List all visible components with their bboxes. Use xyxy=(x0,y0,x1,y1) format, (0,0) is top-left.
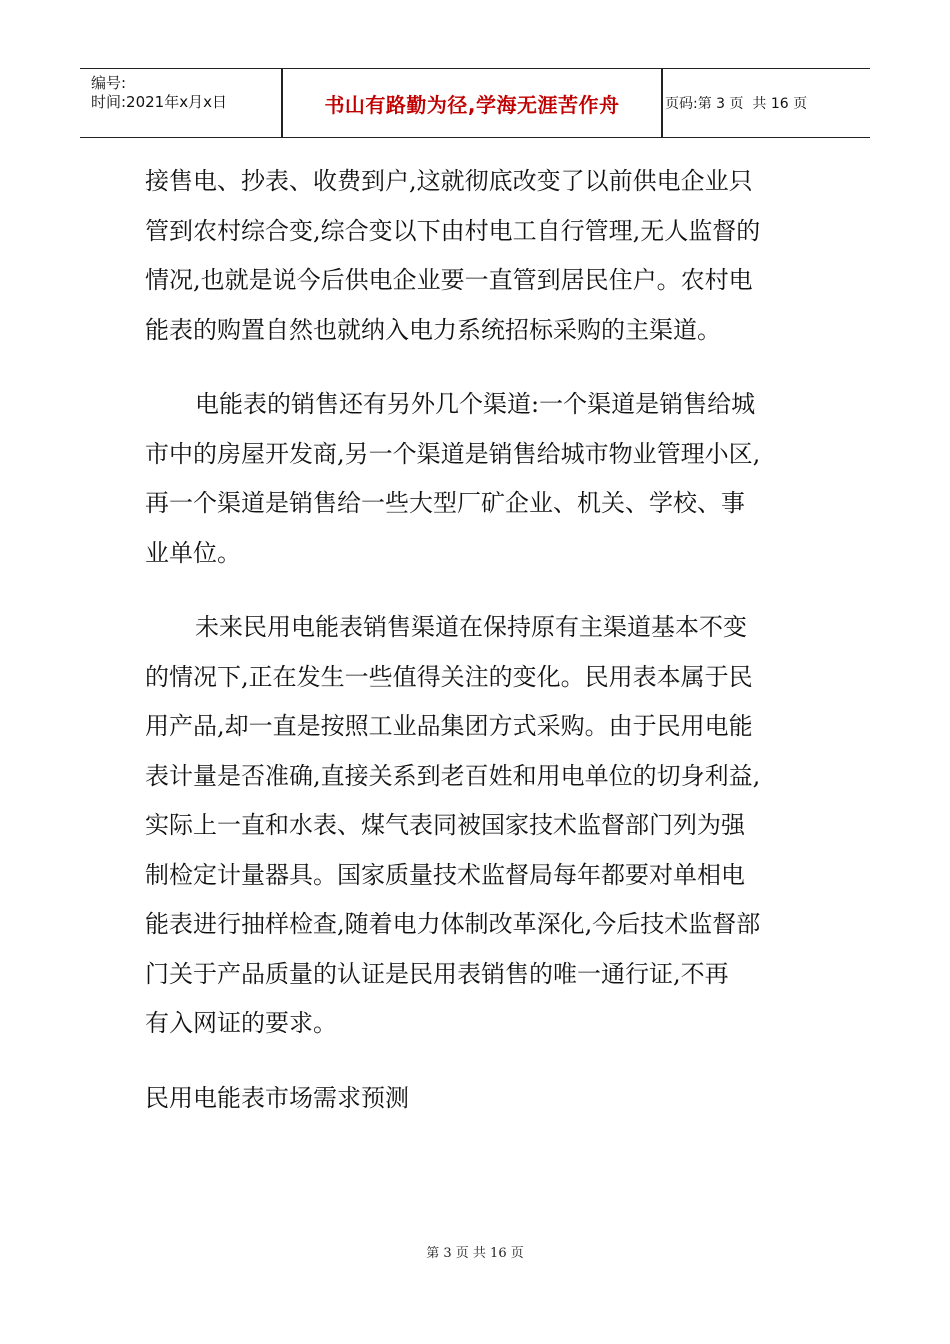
header-motto-cell xyxy=(283,69,661,137)
text-line: 情况,也就是说今后供电企业要一直管到居民住户。农村电 xyxy=(145,266,753,294)
text-line: 制检定计量器具。国家质量技术监督局每年都要对单相电 xyxy=(145,860,745,889)
text-line: 门关于产品质量的认证是民用表销售的唯一通行证,不再 xyxy=(145,959,729,988)
text-line: 市中的房屋开发商,另一个渠道是销售给城市物业管理小区, xyxy=(145,439,761,468)
text-line: 未来民用电能表销售渠道在保持原有主渠道基本不变 xyxy=(195,613,747,641)
section-title: 民用电能表市场需求预测 xyxy=(145,1083,409,1112)
page-header xyxy=(80,68,870,138)
text-line: 电能表的销售还有另外几个渠道:一个渠道是销售给城 xyxy=(195,390,756,418)
text-line: 业单位。 xyxy=(145,538,241,567)
header-meta-cell xyxy=(80,69,281,137)
header-motto: 书山有路勤为径,学海无涯苦作舟 xyxy=(324,92,620,117)
header-page-cell xyxy=(665,69,870,137)
document-number-label: 编号: xyxy=(91,74,127,92)
paragraph xyxy=(145,603,805,1049)
page-footer xyxy=(0,1242,950,1261)
paragraph xyxy=(145,157,805,355)
document-body xyxy=(145,157,805,1123)
text-line: 用产品,却一直是按照工业品集团方式采购。由于民用电能 xyxy=(145,712,753,740)
text-line: 再一个渠道是销售给一些大型厂矿企业、机关、学校、事 xyxy=(145,489,745,517)
text-line: 表计量是否准确,直接关系到老百姓和用电单位的切身利益, xyxy=(145,761,761,790)
text-line: 实际上一直和水表、煤气表同被国家技术监督部门列为强 xyxy=(145,811,745,839)
text-line: 的情况下,正在发生一些值得关注的变化。民用表本属于民 xyxy=(145,662,753,691)
document-time-label: 时间:2021年x月x日 xyxy=(91,93,227,111)
paragraph xyxy=(145,380,805,578)
header-page-info: 页码:第 3 页 共 16 页 xyxy=(665,96,808,112)
text-line: 管到农村综合变,综合变以下由村电工自行管理,无人监督的 xyxy=(145,216,761,245)
text-line: 能表进行抽样检查,随着电力体制改革深化,今后技术监督部 xyxy=(145,910,761,938)
text-line: 能表的购置自然也就纳入电力系统招标采购的主渠道。 xyxy=(145,315,721,344)
footer-page-number: 第 3 页 共 16 页 xyxy=(426,1246,524,1261)
text-line: 接售电、抄表、收费到户,这就彻底改变了以前供电企业只 xyxy=(145,167,753,195)
header-divider xyxy=(661,69,663,137)
text-line: 有入网证的要求。 xyxy=(145,1009,337,1037)
